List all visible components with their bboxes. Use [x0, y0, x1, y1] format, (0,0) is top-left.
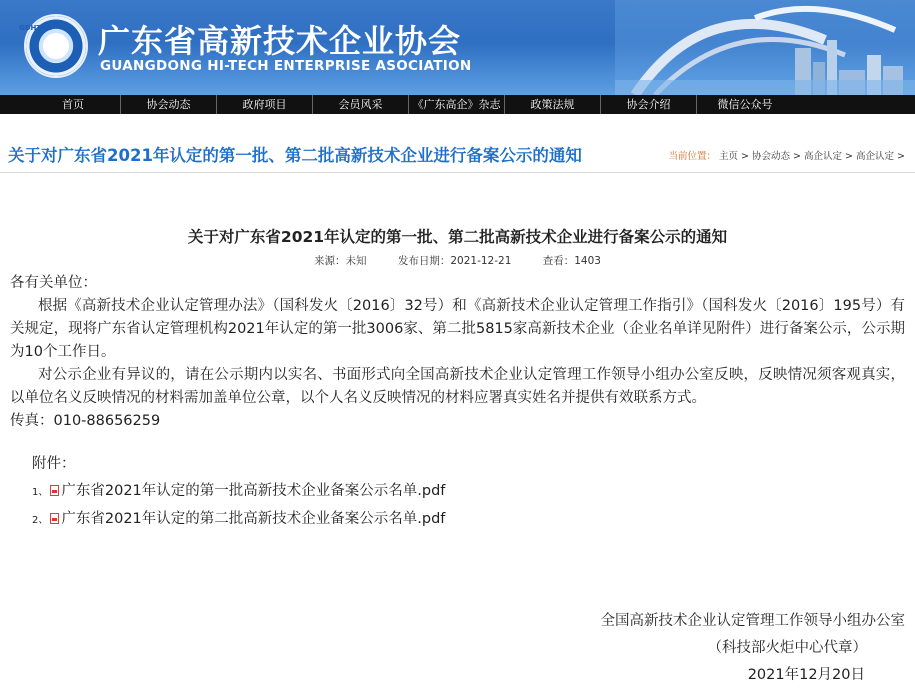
article-paragraph-2: 对公示企业有异议的，请在公示期内以实名、书面形式向全国高新技术企业认定管理工作领导小组办公室反映，反映情况须客观真实，以单位名义反映情况的材料需加盖单位公章，以个人名义反映情况的材料应署真实姓名并提供有效联系方式。: [10, 367, 905, 406]
pdf-icon: [50, 513, 59, 524]
nav-policies[interactable]: 政策法规: [505, 95, 601, 114]
attachments-section: [0, 451, 915, 534]
nav-member-showcase[interactable]: 会员风采: [313, 95, 409, 114]
pdf-icon: [50, 485, 59, 496]
article-date: 发布日期：2021-12-21: [397, 255, 512, 267]
signature-proxy: （科技部火炬中心代章）: [707, 640, 867, 656]
article-fax: 传真：010-88656259: [10, 413, 161, 429]
signature-block: [601, 608, 906, 689]
article-greeting: 各有关单位：: [10, 275, 97, 291]
breadcrumb-label: 当前位置：: [668, 151, 716, 162]
skyline-banner-image: [615, 0, 915, 95]
logo-text: GDHTEA: [19, 24, 52, 32]
article-source: 来源：未知: [314, 255, 367, 267]
site-title-en: GUANGDONG HI-TECH ENTERPRISE ASOCIATION: [100, 58, 472, 74]
article-body: [0, 272, 915, 433]
nav-magazine[interactable]: 《广东高企》杂志: [409, 95, 505, 114]
article-meta: [0, 253, 915, 268]
nav-wechat[interactable]: 微信公众号: [717, 98, 773, 111]
nav-home[interactable]: 首页: [26, 95, 121, 114]
site-header: [0, 0, 915, 95]
attachment-item: [32, 506, 915, 534]
site-title-cn: 广东省高新技术企业协会: [98, 22, 462, 60]
nav-association-news[interactable]: 协会动态: [121, 95, 217, 114]
article-views: 查看：1403: [542, 255, 601, 267]
page-titlebar: [0, 124, 915, 173]
attachment-number: 1、: [32, 487, 49, 498]
attachment-link[interactable]: 广东省2021年认定的第二批高新技术企业备案公示名单.pdf: [61, 511, 446, 527]
nav-about[interactable]: 协会介绍: [601, 95, 697, 114]
article-paragraph-1: 根据《高新技术企业认定管理办法》（国科发火〔2016〕32号）和《高新技术企业认定管理工作指引》（国科发火〔2016〕195号）有关规定，现将广东省认定管理机构2021年认定的第一批3006家、第二批5815家高新技术企业（企业名单详见附件）进行备案公示，公示期为10个工作日。: [10, 298, 905, 360]
nav-government-projects[interactable]: 政府项目: [217, 95, 313, 114]
page-title: 关于对广东省2021年认定的第一批、第二批高新技术企业进行备案公示的通知: [8, 146, 582, 165]
attachment-item: [32, 478, 915, 506]
attachment-number: 2、: [32, 515, 49, 526]
main-nav: [0, 95, 915, 114]
breadcrumb-links[interactable]: 主页 > 协会动态 > 高企认定 > 高企认定 >: [719, 151, 905, 162]
signature-organization: 全国高新技术企业认定管理工作领导小组办公室: [600, 613, 905, 629]
article-title: 关于对广东省2021年认定的第一批、第二批高新技术企业进行备案公示的通知: [187, 228, 728, 246]
attachments-label: 附件：: [32, 456, 76, 472]
signature-date: 2021年12月20日: [747, 667, 865, 683]
attachment-link[interactable]: 广东省2021年认定的第一批高新技术企业备案公示名单.pdf: [61, 483, 446, 499]
breadcrumb: [668, 148, 905, 162]
